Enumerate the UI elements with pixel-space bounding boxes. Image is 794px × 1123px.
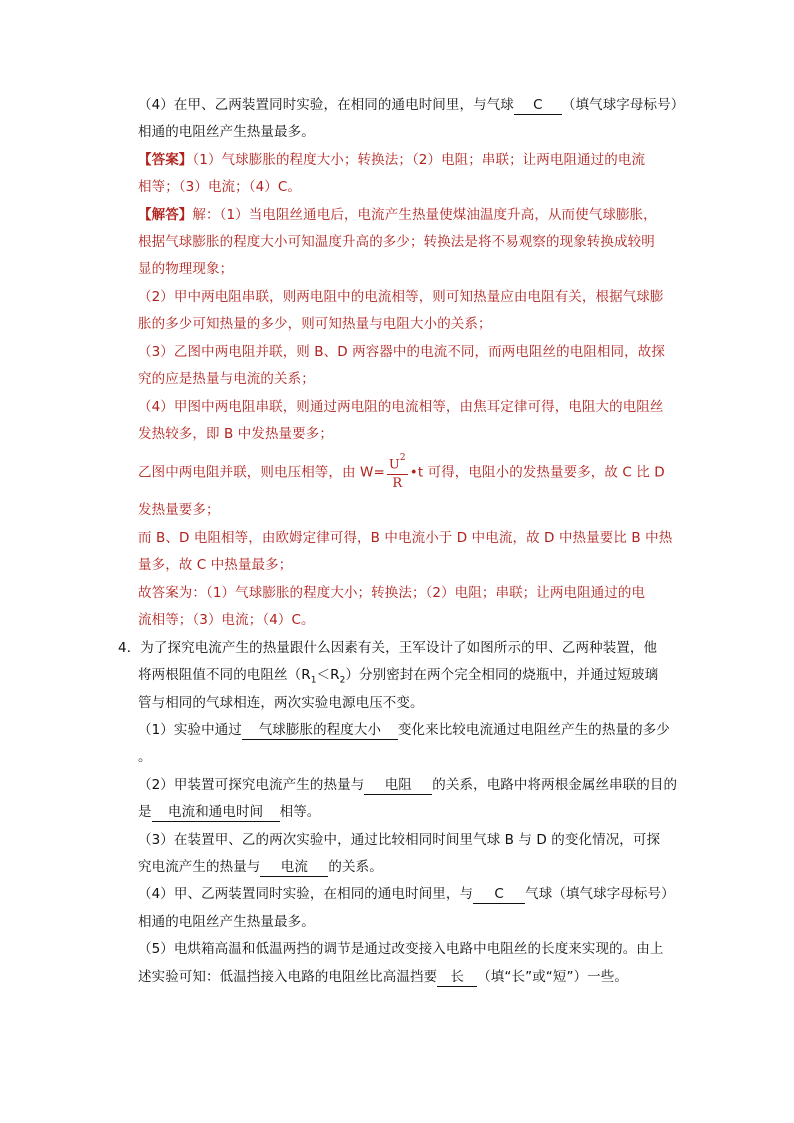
part2-shi: 是 [138, 804, 152, 820]
analysis-line7: 究的应是热量与电流的关系； [138, 371, 315, 387]
q4-stem-line2 [138, 665, 658, 685]
part4-answer: C [473, 886, 525, 904]
answer-line2: 相等；（3）电流；（4）C。 [138, 179, 302, 195]
analysis-line13: 量多，故 C 中热量最多； [138, 557, 293, 573]
analysis-line6: （3）乙图中两电阻并联，则 B、D 两容器中的电流不同，而两电阻丝的电阻相同，故探 [138, 344, 665, 360]
formula-lead-text: 乙图中两电阻并联，则电压相等，由 W= [138, 464, 385, 481]
formula-exponent: 2 [399, 453, 406, 463]
part2-tail: 相等。 [279, 804, 321, 820]
prev-q4-line2: 相通的电阻丝产生热量最多。 [138, 124, 315, 140]
q4-stem-text: 为了探究电流产生的热量跟什么因素有关，王军设计了如图所示的甲、乙两种装置，他 [140, 640, 658, 656]
analysis-line9: 发热较多，即 B 中发热量要多； [138, 426, 333, 442]
formula-tail-text: •t 可得，电阻小的发热量要多，故 C 比 D [409, 464, 665, 481]
subscript-2: 2 [339, 675, 346, 686]
analysis-line2: 根据气球膨胀的程度大小可知温度升高的多少；转换法是将不易观察的现象转换成较明 [138, 234, 655, 250]
formula-u: U [388, 457, 400, 473]
analysis-formula-line [138, 452, 665, 492]
q4-part5-line1: （5）电烘箱高温和低温两挡的调节是通过改变接入电路中电阻丝的长度来实现的。由上 [138, 941, 664, 957]
part5-answer: 长 [437, 969, 477, 987]
part5-lead: 述实验可知：低温挡接入电路的电阻丝比高温挡要 [138, 969, 438, 985]
q4-stem-line3: 管与相同的气球相连，两次实验电源电压不变。 [138, 695, 424, 711]
q4-part3-line1: （3）在装置甲、乙的两次实验中，通过比较相同时间里气球 B 与 D 的变化情况，可探 [138, 832, 661, 848]
part1-answer: 气球膨胀的程度大小 [242, 722, 398, 740]
part2-mid: 的关系，电路中将两根金属丝串联的目的 [432, 777, 678, 793]
q4-part3-line2 [138, 857, 383, 877]
q4-part2-line1 [138, 775, 677, 795]
part5-tail: （填“长”或“短”）一些。 [477, 969, 628, 985]
part3-tail: 的关系。 [328, 859, 383, 875]
question-number: 4． [118, 640, 141, 656]
part2-lead: （2）甲装置可探究电流产生的热量与 [138, 777, 365, 793]
analysis-line1 [138, 205, 657, 225]
q4-part4-line2: 相通的电阻丝产生热量最多。 [138, 914, 315, 930]
formula-numerator [387, 452, 408, 475]
subscript-1: 1 [310, 675, 317, 686]
part2-answer-1: 电阻 [364, 777, 432, 795]
part4-tail: 气球（填气球字母标号） [525, 886, 675, 902]
prev-q4-hint: （填气球字母标号） [561, 97, 685, 113]
q4-part1-line2: 。 [138, 749, 152, 765]
q4-part4-line1 [138, 884, 675, 904]
stem-part-c: ）分别密封在两个完全相同的烧瓶中，并通过短玻璃 [345, 667, 659, 683]
answer-tag: 【答案】 [138, 152, 193, 168]
formula-denominator: R [392, 476, 403, 492]
analysis-line14: 故答案为：（1）气球膨胀的程度大小；转换法；（2）电阻；串联；让两电阻通过的电 [138, 585, 646, 601]
analysis-line8: （4）甲图中两电阻串联，则通过两电阻的电流相等，由焦耳定律可得，电阻大的电阻丝 [138, 399, 664, 415]
part3-lead: 究电流产生的热量与 [138, 859, 261, 875]
q4-part2-line2 [138, 802, 320, 822]
q4-stem-line1 [118, 638, 657, 658]
part1-lead: （1）实验中通过 [138, 722, 242, 738]
analysis-line15: 流相等；（3）电流；（4）C。 [138, 612, 315, 628]
part2-answer-2: 电流和通电时间 [152, 804, 280, 822]
part4-lead: （4）甲、乙两装置同时实验，在相同的通电时间里，与 [138, 886, 474, 902]
analysis-text: 解：（1）当电阻丝通电后，电流产生热量使煤油温度升高，从而使气球膨胀， [192, 207, 657, 223]
stem-part-a: 将两根阻值不同的电阻丝（R [138, 667, 311, 683]
analysis-tag: 【解答】 [138, 207, 193, 223]
analysis-line4: （2）甲中两电阻串联，则两电阻中的电流相等，则可知热量应由电阻有关，根据气球膨 [138, 289, 664, 305]
q4-part5-line2 [138, 967, 628, 987]
analysis-line12: 而 B、D 电阻相等，由欧姆定律可得，B 中电流小于 D 中电流，故 D 中热量要比 B 中热 [138, 530, 673, 546]
analysis-line11: 发热量要多； [138, 502, 220, 518]
analysis-line3: 显的物理现象； [138, 261, 234, 277]
answer-line1 [138, 150, 645, 170]
stem-part-b: ＜R [316, 667, 340, 683]
q4-part1-line1 [138, 720, 670, 740]
prev-q4-text: （4）在甲、乙两装置同时实验，在相同的通电时间里，与气球 [138, 97, 514, 113]
answer-text: （1）气球膨胀的程度大小；转换法；（2）电阻；串联；让两电阻通过的电流 [192, 152, 646, 168]
part1-tail: 变化来比较电流通过电阻丝产生的热量的多少 [397, 722, 670, 738]
prev-q4-answer: C [514, 97, 562, 115]
formula-fraction [387, 452, 408, 493]
part3-answer: 电流 [260, 859, 328, 877]
prev-q4-line1 [138, 95, 684, 115]
analysis-line5: 胀的多少可知热量的多少，则可知热量与电阻大小的关系； [138, 316, 492, 332]
